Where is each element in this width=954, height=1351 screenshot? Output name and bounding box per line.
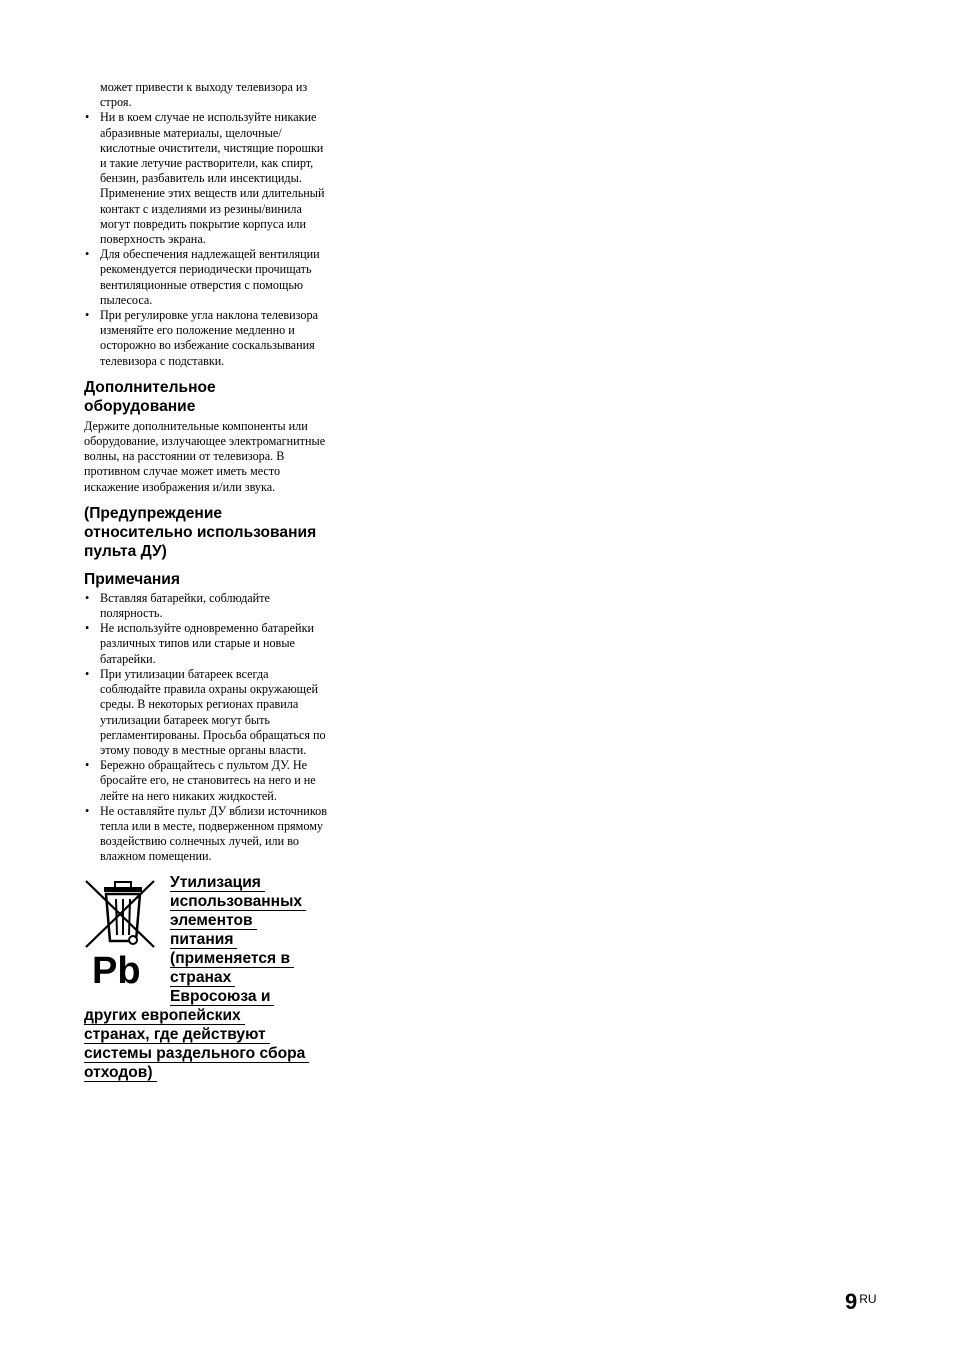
list-item: • Ни в коем случае не используйте никакие абразивные материалы, щелочные/кислотные очистители, чистящие порошки и такие летучие растворители, как спирт, бензин, разбавитель или инсектициды. Применение этих веществ или длительный контакт с изделиями из резины/винила могут повредить покрытие корпуса или поверхность экрана. bbox=[84, 110, 330, 247]
remote-warning-heading: (Предупреждение относительно использования пульта ДУ) bbox=[84, 504, 317, 560]
list-item: • Не оставляйте пульт ДУ вблизи источников тепла или в месте, подверженном прямому воздействию солнечных лучей, или во влажном помещении. bbox=[84, 804, 330, 865]
continuation-text: может привести к выходу телевизора из строя. bbox=[100, 80, 308, 110]
list-item: • При регулировке угла наклона телевизора изменяйте его положение медленно и осторожно во избежание соскальзывания телевизора с подставки. bbox=[84, 308, 330, 369]
heading-line: системы раздельного сбора bbox=[84, 1045, 309, 1063]
extra-equipment-heading: Дополнительное оборудование bbox=[84, 378, 216, 415]
pb-label: Pb bbox=[92, 949, 141, 989]
list-item: • Для обеспечения надлежащей вентиляции рекомендуется периодически прочищать вентиляционные отверстия с помощью пылесоса. bbox=[84, 247, 330, 308]
heading-line: Евросоюза и bbox=[170, 988, 274, 1006]
heading-line: Утилизация bbox=[170, 874, 265, 892]
list-item: • При утилизации батареек всегда соблюдайте правила охраны окружающей среды. В некоторых регионах правила утилизации батареек могут быть регламентированы. Просьба обращаться по этому поводу в местные органы власти. bbox=[84, 667, 330, 758]
heading-line: элементов bbox=[170, 912, 257, 930]
language-code: RU bbox=[859, 1292, 877, 1306]
heading-line: странах bbox=[170, 969, 235, 987]
heading-line: странах, где действуют bbox=[84, 1026, 270, 1044]
cleaning-bullet-list bbox=[84, 110, 330, 368]
heading-line: питания bbox=[170, 931, 237, 949]
heading-line: других европейских bbox=[84, 1007, 245, 1025]
list-item: • Бережно обращайтесь с пультом ДУ. Не бросайте его, не становитесь на него и не лейте на него никаких жидкостей. bbox=[84, 758, 330, 804]
heading-line: (применяется в bbox=[170, 950, 294, 968]
text-column bbox=[84, 80, 330, 1083]
notes-heading: Примечания bbox=[84, 570, 180, 588]
list-item: • Не используйте одновременно батарейки различных типов или старые и новые батарейки. bbox=[84, 621, 330, 667]
heading-line: использованных bbox=[170, 893, 306, 911]
list-item: • Вставляя батарейки, соблюдайте полярность. bbox=[84, 591, 330, 621]
crossed-bin-icon bbox=[84, 877, 162, 989]
battery-disposal-section bbox=[84, 873, 330, 1083]
page-number bbox=[845, 1289, 877, 1315]
remote-notes-list bbox=[84, 591, 330, 865]
extra-equipment-body: Держите дополнительные компоненты или оборудование, излучающее электромагнитные волны, на расстоянии от телевизора. В противном случае может иметь место искажение изображения и/или звука. bbox=[84, 418, 326, 494]
page-number-value: 9 bbox=[845, 1289, 858, 1314]
heading-line: отходов) bbox=[84, 1064, 157, 1082]
